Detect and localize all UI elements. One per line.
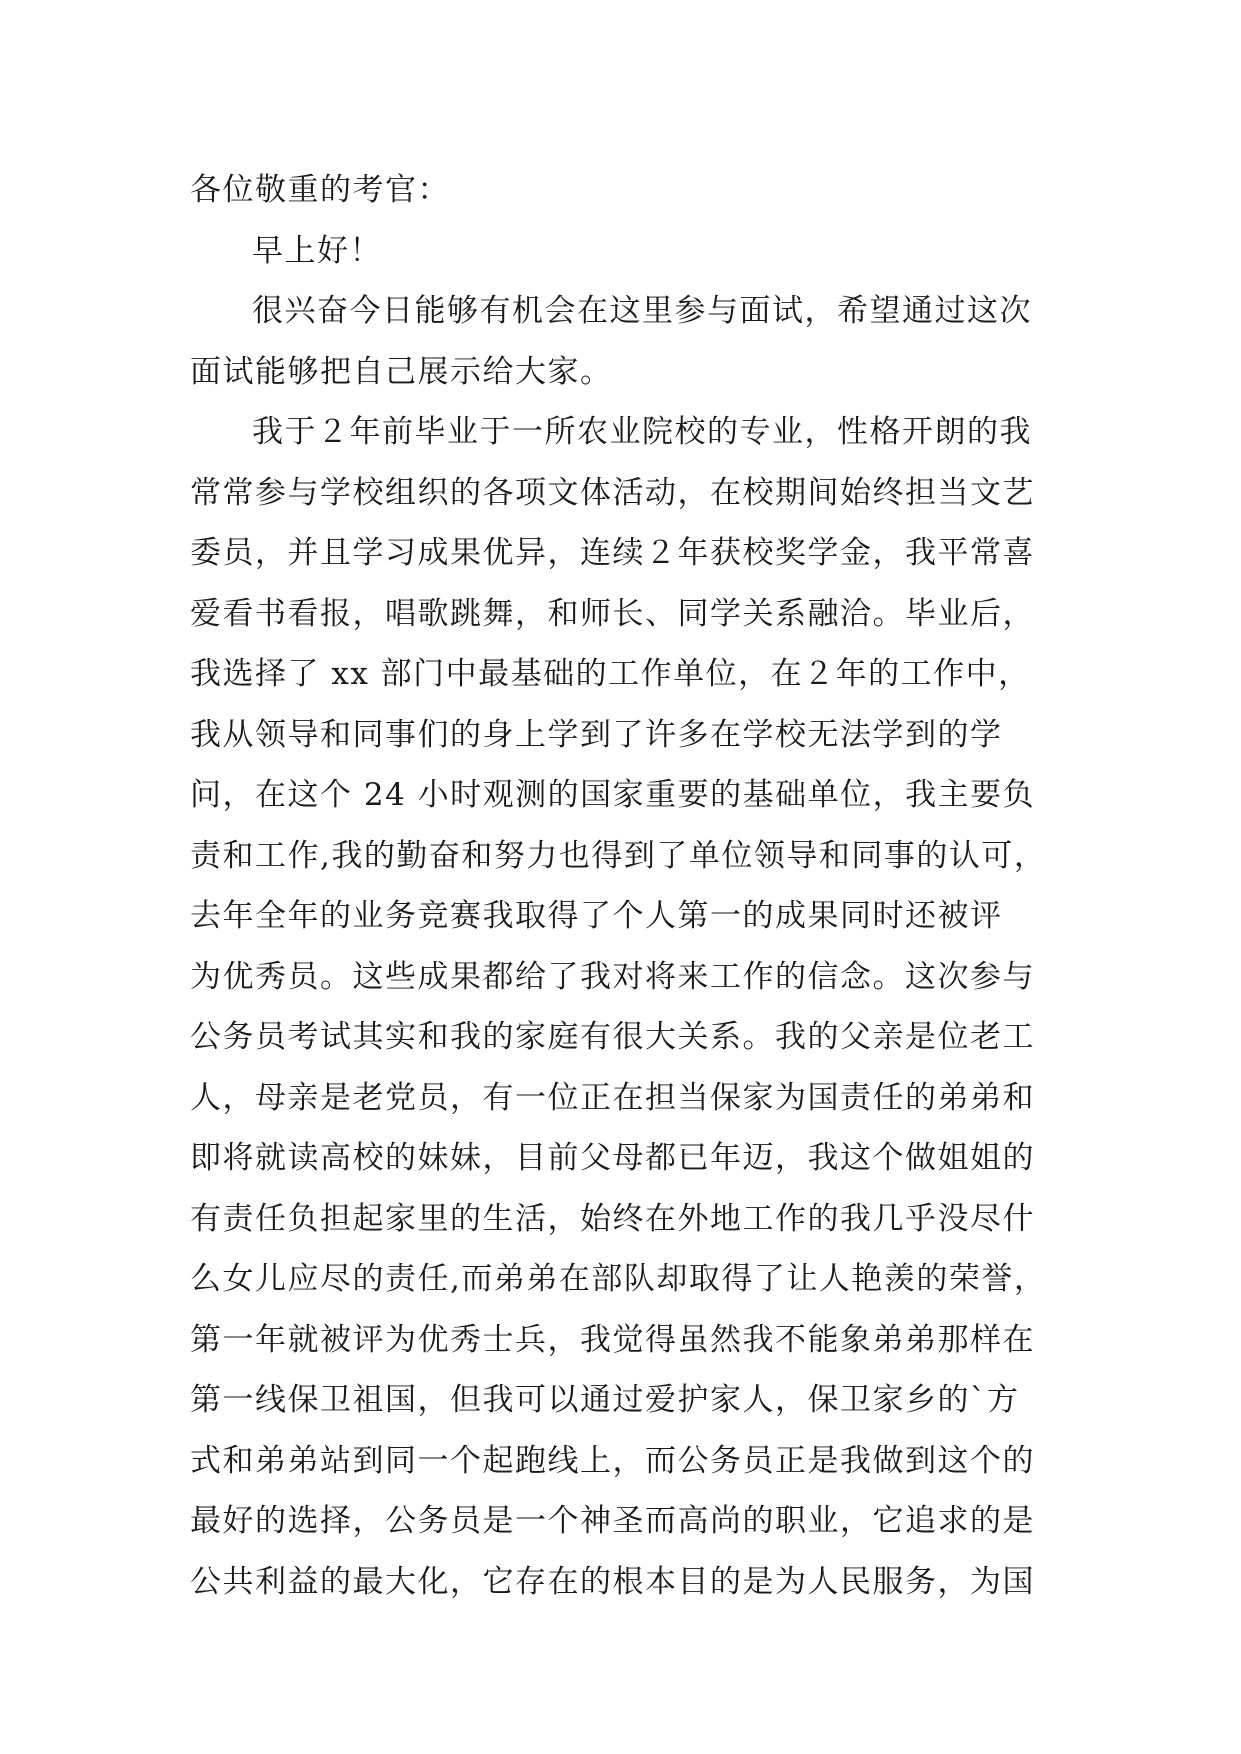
paragraph-line: 么女儿应尽的责任,而弟弟在部队却取得了让人艳羡的荣誉， (190, 1261, 1047, 1297)
paragraph-line: 责和工作,我的勤奋和努力也得到了单位领导和同事的认可， (190, 837, 1047, 874)
paragraph-line: 有责任负担起家里的生活，始终在外地工作的我几乎没尽什 (190, 1200, 1035, 1237)
paragraph-line: 爱看书看报，唱歌跳舞，和师长、同学关系融洽。毕业后， (190, 595, 1035, 632)
paragraph-line: 委员，并且学习成果优异，连续２年获校奖学金，我平常喜 (190, 535, 1035, 571)
paragraph-line: 第一年就被评为优秀士兵，我觉得虽然我不能象弟弟那样在 (190, 1321, 1035, 1358)
paragraph-line: 第一线保卫祖国，但我可以通过爱护家人，保卫家乡的`方 (190, 1382, 1020, 1418)
paragraph-line: 公务员考试其实和我的家庭有很大关系。我的父亲是位老工 (190, 1019, 1035, 1055)
paragraph-line: 我于２年前毕业于一所农业院校的专业，性格开朗的我 (252, 414, 1032, 450)
paragraph-line: 即将就读高校的妹妹，目前父母都已年迈，我这个做姐姐的 (190, 1140, 1035, 1176)
paragraph-line: 我选择了 xx 部门中最基础的工作单位，在２年的工作中， (190, 656, 1031, 692)
paragraph-line: 问，在这个 24 小时观测的国家重要的基础单位，我主要负 (190, 777, 1036, 813)
speech-text (190, 160, 1070, 1612)
paragraph-line: 去年全年的业务竞赛我取得了个人第一的成果同时还被评 (190, 898, 1003, 934)
paragraph-line: 人，母亲是老党员，有一位正在担当保家为国责任的弟弟和 (190, 1079, 1035, 1116)
paragraph-line: 式和弟弟站到同一个起跑线上，而公务员正是我做到这个的 (190, 1442, 1035, 1479)
paragraph-line: 为优秀员。这些成果都给了我对将来工作的信念。这次参与 (190, 958, 1035, 995)
paragraph-line: 常常参与学校组织的各项文体活动，在校期间始终担当文艺 (190, 474, 1035, 511)
paragraph-line: 很兴奋今日能够有机会在这里参与面试，希望通过这次 (252, 293, 1032, 329)
greeting-line: 早上好！ (252, 232, 382, 269)
paragraph-line: 面试能够把自己展示给大家。 (190, 353, 613, 390)
salutation-line: 各位敬重的考官： (190, 172, 450, 208)
paragraph-line: 公共利益的最大化，它存在的根本目的是为人民服务，为国 (190, 1563, 1035, 1600)
paragraph-line: 我从领导和同事们的身上学到了许多在学校无法学到的学 (190, 716, 1003, 753)
paragraph-line: 最好的选择，公务员是一个神圣而高尚的职业，它追求的是 (190, 1503, 1035, 1539)
